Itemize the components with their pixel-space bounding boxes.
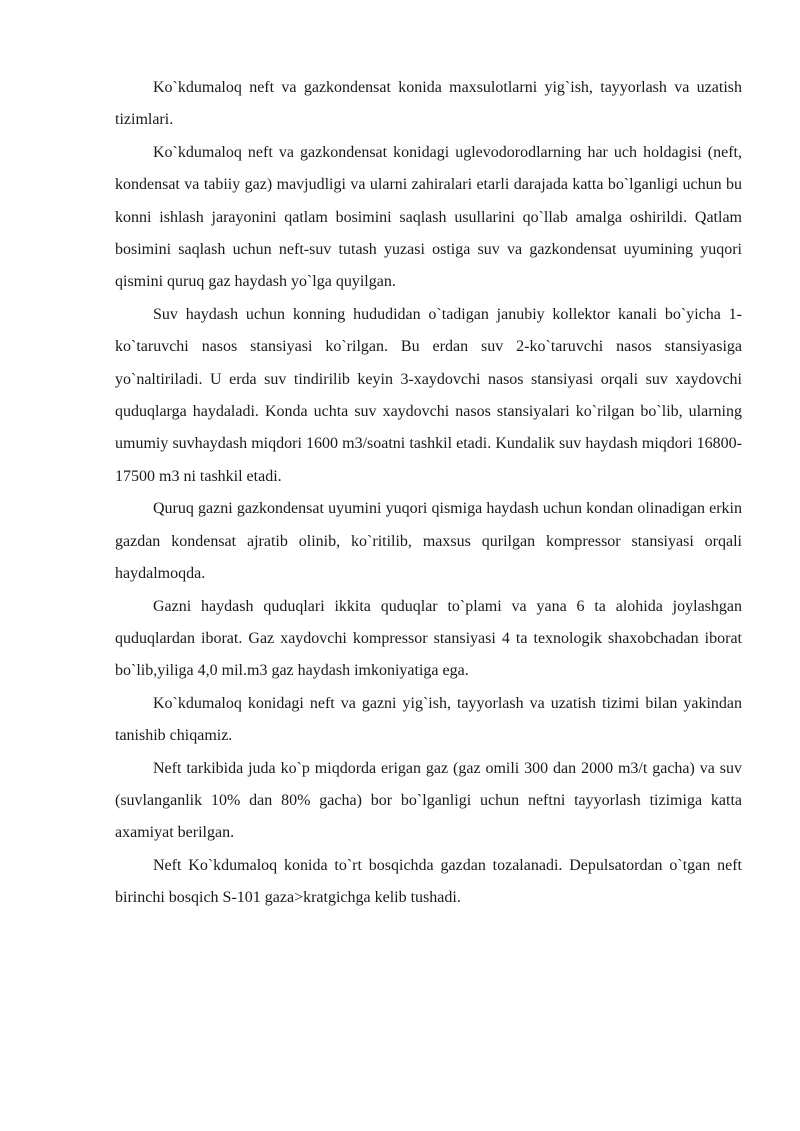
paragraph: Ko`kdumaloq neft va gazkondensat konidagi uglevodorodlarning har uch holdagisi (neft, kondensat va tabiiy gaz) mavjudligi va ularni zahiralari etarli darajada katta bo`lganligi uchun bu konni ishlash jarayonini qatlam bosimini saqlash usullarini qo`llab amalga oshirildi. Qatlam bosimini saqlash uchun neft-suv tutash yuzasi ostiga suv va gazkondensat uyumining yuqori qismini quruq gaz haydash yo`lga quyilgan. [115,143,742,291]
paragraph: Quruq gazni gazkondensat uyumini yuqori qismiga haydash uchun kondan olinadigan erkin gazdan kondensat ajratib olinib, ko`ritilib, maxsus qurilgan kompressor stansiyasi orqali haydalmoqda. [115,500,742,583]
document-body [115,72,742,915]
paragraph: Neft tarkibida juda ko`p miqdorda erigan gaz (gaz omili 300 dan 2000 m3/t gacha) va suv (suvlanganlik 10% dan 80% gacha) bor bo`lganligi uchun neftni tayyorlash tizimiga katta axamiyat berilgan. [115,759,742,842]
paragraph: Neft Ko`kdumaloq konida to`rt bosqichda gazdan tozalanadi. Depulsatordan o`tgan neft birinchi bosqich S-101 gaza>kratgichga kelib tushadi. [115,856,742,907]
paragraph-title: Ko`kdumaloq neft va gazkondensat konida maxsulotlarni yig`ish, tayyorlash va uzatish tizimlari. [115,79,742,129]
paragraph: Gazni haydash quduqlari ikkita quduqlar to`plami va yana 6 ta alohida joylashgan quduqlardan iborat. Gaz xaydovchi kompressor stansiyasi 4 ta texnologik shaxobchadan iborat bo`lib,yiliga 4,0 mil.m3 gaz haydash imkoniyatiga ega. [115,597,742,680]
paragraph: Ko`kdumaloq konidagi neft va gazni yig`ish, tayyorlash va uzatish tizimi bilan yakindan tanishib chiqamiz. [115,694,742,745]
paragraph: Suv haydash uchun konning hududidan o`tadigan janubiy kollektor kanali bo`yicha 1-ko`taruvchi nasos stansiyasi ko`rilgan. Bu erdan suv 2-ko`taruvchi nasos stansiyasiga yo`naltiriladi. U erda suv tindirilib keyin 3-xaydovchi nasos stansiyasi orqali suv xaydovchi quduqlarga haydaladi. Konda uchta suv xaydovchi nasos stansiyalari ko`rilgan bo`lib, ularning umumiy suvhaydash miqdori 1600 m3/soatni tashkil etadi. Kundalik suv haydash miqdori 16800-17500 m3 ni tashkil etadi. [115,305,742,485]
